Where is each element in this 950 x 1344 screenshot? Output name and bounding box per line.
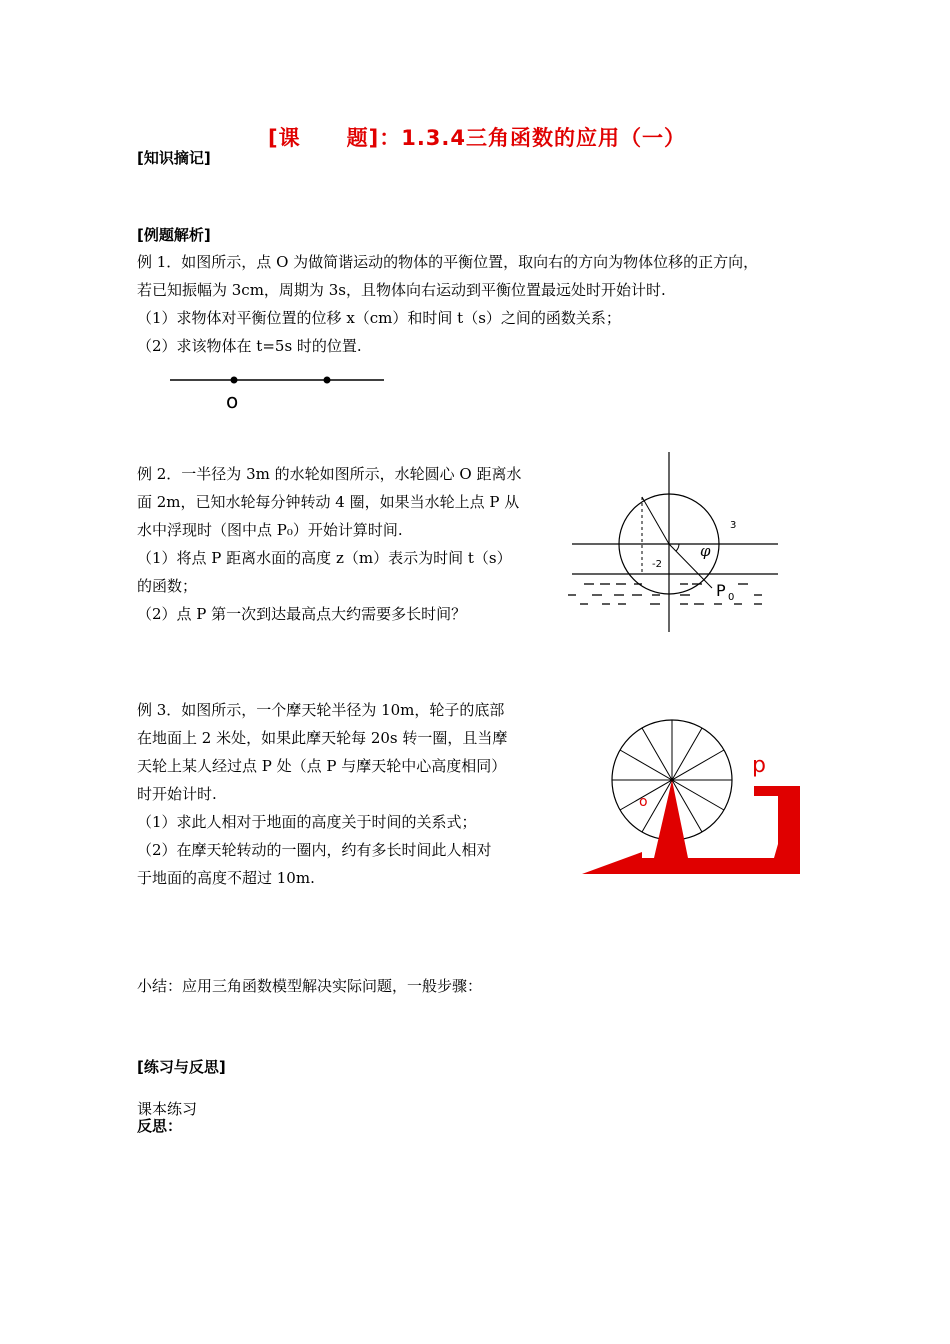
example-3-line: 时开始计时. [137, 785, 217, 803]
example-1-line: 例 1．如图所示，点 O 为做简谐运动的物体的平衡位置，取向右的方向为物体位移的正方向， [137, 253, 759, 271]
radius-line [642, 497, 669, 544]
water-wheel-figure [562, 452, 787, 634]
point-o-label: o [226, 389, 239, 413]
example-1 [137, 248, 758, 360]
label-phi: φ [700, 542, 711, 560]
section-practice: [练习与反思] [137, 1058, 226, 1076]
label-p: P [716, 581, 726, 600]
example-1-line: （2）求该物体在 t=5s 时的位置. [137, 337, 362, 355]
example-2-line: （2）点 P 第一次到达最高点大约需要多长时间？ [137, 605, 467, 623]
equilibrium-point [231, 377, 238, 384]
label-3: 3 [730, 520, 737, 531]
example-2-line: 水中浮现时（图中点 P₀）开始计算时间. [137, 521, 403, 539]
summary-text: 小结：应用三角函数模型解决实际问题，一般步骤： [137, 977, 483, 995]
example-2-line: 例 2．一半径为 3m 的水轮如图所示，水轮圆心 O 距离水 [137, 465, 522, 483]
ferris-wheel-structure [582, 780, 800, 874]
example-3-line: （1）求此人相对于地面的高度关于时间的关系式； [137, 813, 477, 831]
section-examples: [例题解析] [137, 226, 211, 244]
label-o: o [639, 794, 648, 810]
example-3-line: 例 3．如图所示，一个摩天轮半径为 10m，轮子的底部 [137, 701, 505, 719]
example-3-line: 在地面上 2 米处，如果此摩天轮每 20s 转一圈，且当摩 [137, 729, 508, 747]
example-1-figure [160, 364, 400, 414]
label-neg2: -2 [652, 559, 662, 570]
reflection-label: 反思： [137, 1117, 183, 1135]
ferris-wheel-figure [582, 712, 806, 878]
example-3 [137, 696, 507, 892]
example-3-line: （2）在摩天轮转动的一圈内，约有多长时间此人相对 [137, 841, 492, 859]
title-part2: 题]：1.3.4三角函数的应用（一） [346, 126, 686, 150]
example-3-line: 于地面的高度不超过 10m. [137, 869, 315, 887]
example-1-line: 若已知振幅为 3cm，周期为 3s，且物体向右运动到平衡位置最远处时开始计时. [137, 281, 666, 299]
example-2-line: （1）将点 P 距离水面的高度 z（m）表示为时间 t（s） [137, 549, 512, 567]
example-3-line: 天轮上某人经过点 P 处（点 P 与摩天轮中心高度相同） [137, 757, 507, 775]
example-2-line: 面 2m，已知水轮每分钟转动 4 圈，如果当水轮上点 P 从 [137, 493, 520, 511]
section-knowledge: [知识摘记] [137, 149, 211, 167]
example-1-line: （1）求物体对平衡位置的位移 x（cm）和时间 t（s）之间的函数关系； [137, 309, 621, 327]
object-point [324, 377, 331, 384]
textbook-practice: 课本练习 [137, 1100, 198, 1118]
title-part1: [课 [268, 126, 301, 150]
example-2-line: 的函数； [137, 577, 198, 595]
label-sub0: 0 [728, 592, 735, 603]
label-p: p [752, 753, 766, 778]
example-2 [137, 460, 521, 628]
angle-arc [676, 544, 679, 551]
page-title [268, 122, 686, 152]
